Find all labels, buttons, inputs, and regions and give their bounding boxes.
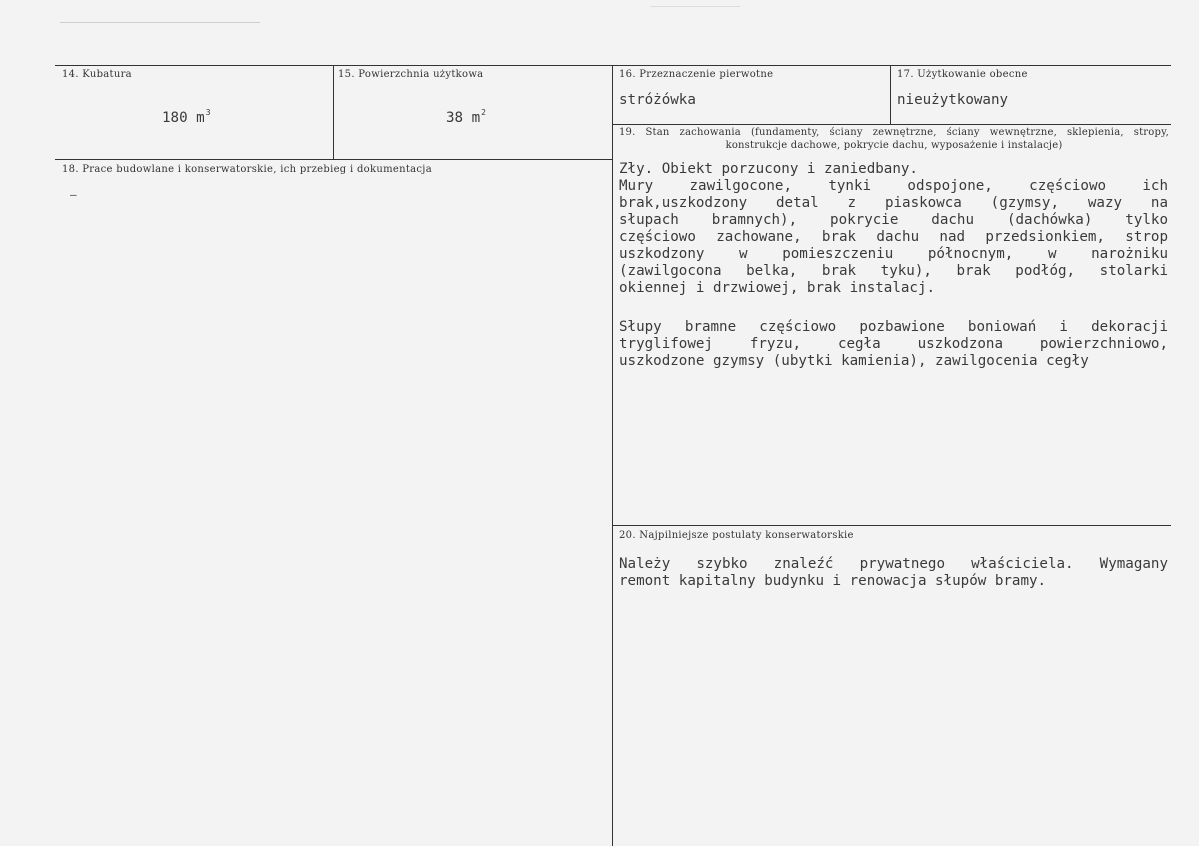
- volume-unit-exponent: 3: [205, 108, 211, 117]
- postulates-paragraph: [619, 556, 1168, 590]
- paper-mark: [60, 22, 260, 23]
- field-15-label: 15. Powierzchnia użytkowa: [338, 69, 484, 80]
- rule-top: [55, 65, 1171, 66]
- field-14-label: 14. Kubatura: [62, 69, 132, 80]
- condition-line: okiennej i drzwiowej, brak instalacj.: [619, 280, 936, 296]
- condition-paragraph-2: [619, 319, 1168, 370]
- field-16-value: stróżówka: [619, 92, 696, 108]
- rule-col-center: [612, 65, 613, 846]
- condition-line: Zły. Obiekt porzucony i zaniedbany.: [619, 161, 918, 177]
- area-value: 38 m: [446, 110, 481, 126]
- field-17-label: 17. Użytkowanie obecne: [897, 69, 1028, 80]
- rule-row1-right: [612, 124, 1171, 125]
- field-18-value: –: [70, 188, 77, 201]
- field-17-value: nieużytkowany: [897, 92, 1009, 108]
- field-14-value: [162, 108, 211, 126]
- condition-line: Słupy bramne częściowo pozbawione boniowań i dekoracji: [619, 319, 1168, 335]
- field-16-label: 16. Przeznaczenie pierwotne: [619, 69, 774, 80]
- condition-line: (zawilgocona belka, brak tyku), brak podłóg, stolarki: [619, 263, 1168, 279]
- postulates-line: remont kapitalny budynku i renowacja słupów bramy.: [619, 573, 1047, 589]
- condition-line: brak,uszkodzony detal z piaskowca (gzymsy, wazy na: [619, 195, 1168, 211]
- field-18-label: 18. Prace budowlane i konserwatorskie, ich przebieg i dokumentacja: [62, 164, 432, 175]
- field-20-label: 20. Najpilniejsze postulaty konserwatorskie: [619, 530, 854, 541]
- paper-mark: [650, 6, 740, 7]
- condition-line: częściowo zachowane, brak dachu nad przedsionkiem, strop: [619, 229, 1168, 245]
- condition-line: słupach bramnych), pokrycie dachu (dachówka) tylko: [619, 212, 1168, 228]
- condition-line: Mury zawilgocone, tynki odspojone, częściowo ich: [619, 178, 1168, 194]
- condition-paragraph-1: [619, 161, 1168, 297]
- postulates-line: Należy szybko znaleźć prywatnego właściciela. Wymagany: [619, 556, 1168, 572]
- field-15-value: [446, 108, 486, 126]
- volume-value: 180 m: [162, 110, 205, 126]
- condition-line: uszkodzony w pomieszczeniu północnym, w narożniku: [619, 246, 1168, 262]
- field-19-label: 19. Stan zachowania (fundamenty, ściany zewnętrzne, ściany wewnętrzne, sklepienia, stropy, konstrukcje dachowe, pokrycie dachu, wyposażenie i instalacje): [619, 127, 1169, 151]
- area-unit-exponent: 2: [481, 108, 486, 117]
- condition-line: tryglifowej fryzu, cegła uszkodzona powierzchniowo,: [619, 336, 1168, 352]
- rule-col-16-17: [890, 65, 891, 124]
- rule-col-14-15: [333, 65, 334, 160]
- condition-line: uszkodzone gzymsy (ubytki kamienia), zawilgocenia cegły: [619, 353, 1089, 369]
- rule-section20: [612, 525, 1171, 526]
